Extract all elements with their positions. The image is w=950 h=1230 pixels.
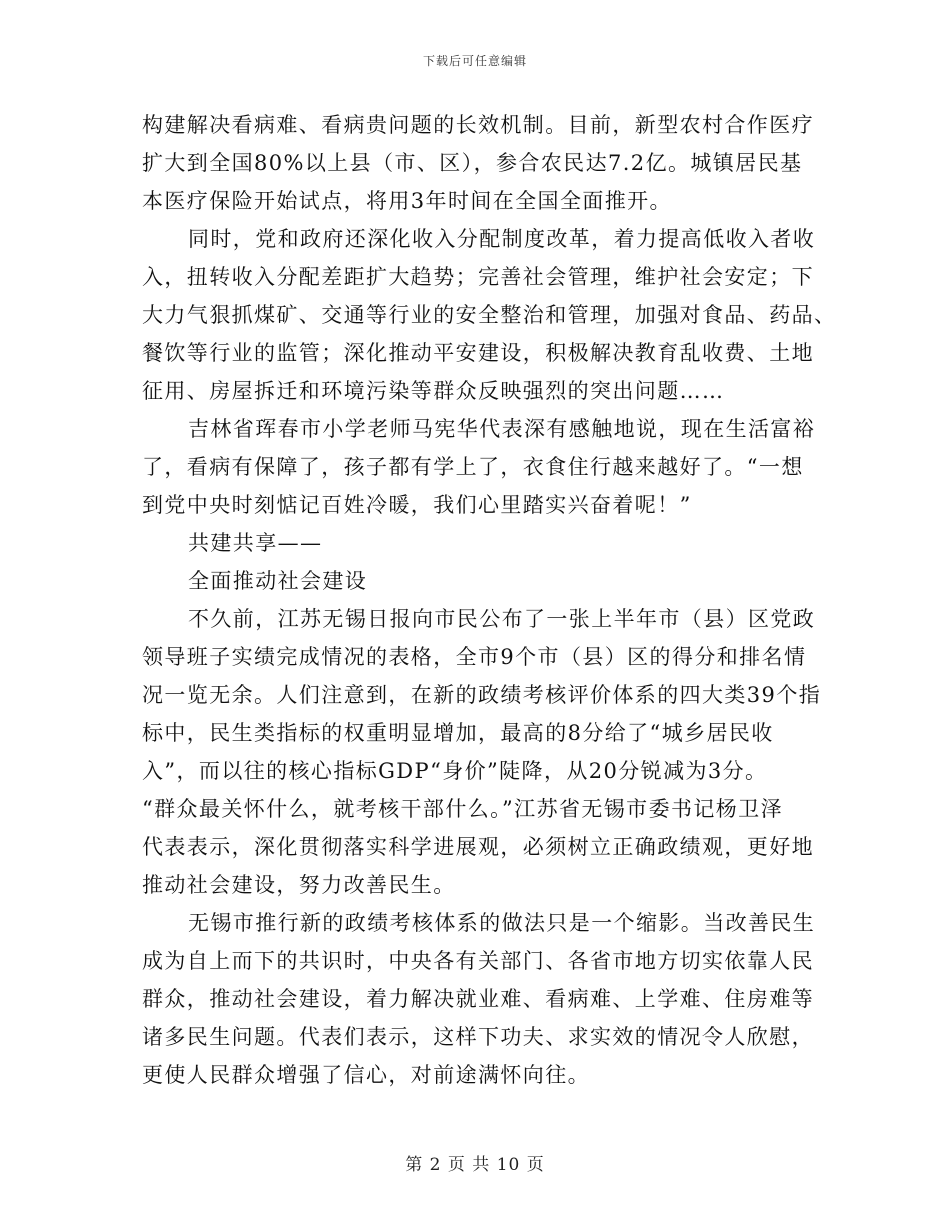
text-line: 标中，民生类指标的权重明显增加，最高的8分给了“城乡居民收 (142, 721, 774, 745)
paragraph-start-line: 吉林省珲春市小学老师马宪华代表深有感触地说，现在生活富裕 (188, 417, 816, 441)
text-line: 诸多民生问题。代表们表示，这样下功夫、求实效的情况令人欣慰， (142, 1025, 814, 1049)
section-subheading: 全面推动社会建设 (188, 569, 368, 593)
text-line: 领导班子实绩完成情况的表格，全市9个市（县）区的得分和排名情 (142, 645, 807, 669)
text-line: 征用、房屋拆迁和环境污染等群众反映强烈的突出问题…… (142, 379, 725, 403)
text-line: 构建解决看病难、看病贵问题的长效机制。目前，新型农村合作医疗 (142, 113, 814, 137)
text-line: 入，扭转收入分配差距扩大趋势；完善社会管理，维护社会安定；下 (142, 265, 814, 289)
text-line: 本医疗保险开始试点，将用3年时间在全国全面推开。 (142, 189, 672, 213)
document-body (142, 106, 837, 1094)
page-footer: 第 2 页 共 10 页 (405, 1155, 545, 1175)
section-heading: 共建共享—— (188, 531, 323, 555)
text-line: 代表表示，深化贯彻落实科学进展观，必须树立正确政绩观，更好地 (142, 835, 814, 859)
text-line: 大力气狠抓煤矿、交通等行业的安全整治和管理，加强对食品、药品、 (142, 303, 837, 327)
text-line: 餐饮等行业的监管；深化推动平安建设，积极解决教育乱收费、土地 (142, 341, 814, 365)
text-line: 扩大到全国80%以上县（市、区），参合农民达7.2亿。城镇居民基 (142, 151, 803, 175)
paragraph-start-line: 不久前，江苏无锡日报向市民公布了一张上半年市（县）区党政 (188, 607, 816, 631)
text-line: 到党中央时刻惦记百姓冷暖，我们心里踏实兴奋着呢！” (142, 493, 692, 517)
text-line: 更使人民群众增强了信心，对前途满怀向往。 (142, 1063, 590, 1087)
text-line: “群众最关怀什么，就考核干部什么。”江苏省无锡市委书记杨卫泽 (142, 797, 783, 821)
page-header: 下载后可任意编辑 (422, 54, 527, 68)
text-line: 推动社会建设，努力改善民生。 (142, 873, 456, 897)
text-line: 成为自上而下的共识时，中央各有关部门、各省市地方切实依靠人民 (142, 949, 814, 973)
text-line: 入”，而以往的核心指标GDP“身价”陡降，从20分锐减为3分。 (142, 759, 768, 783)
text-line: 况一览无余。人们注意到，在新的政绩考核评价体系的四大类39个指 (142, 683, 822, 707)
paragraph-start-line: 同时，党和政府还深化收入分配制度改革，着力提高低收入者收 (188, 227, 816, 251)
text-line: 了，看病有保障了，孩子都有学上了，衣食住行越来越好了。“一想 (142, 455, 804, 479)
text-line: 群众，推动社会建设，着力解决就业难、看病难、上学难、住房难等 (142, 987, 814, 1011)
paragraph-start-line: 无锡市推行新的政绩考核体系的做法只是一个缩影。当改善民生 (188, 911, 816, 935)
